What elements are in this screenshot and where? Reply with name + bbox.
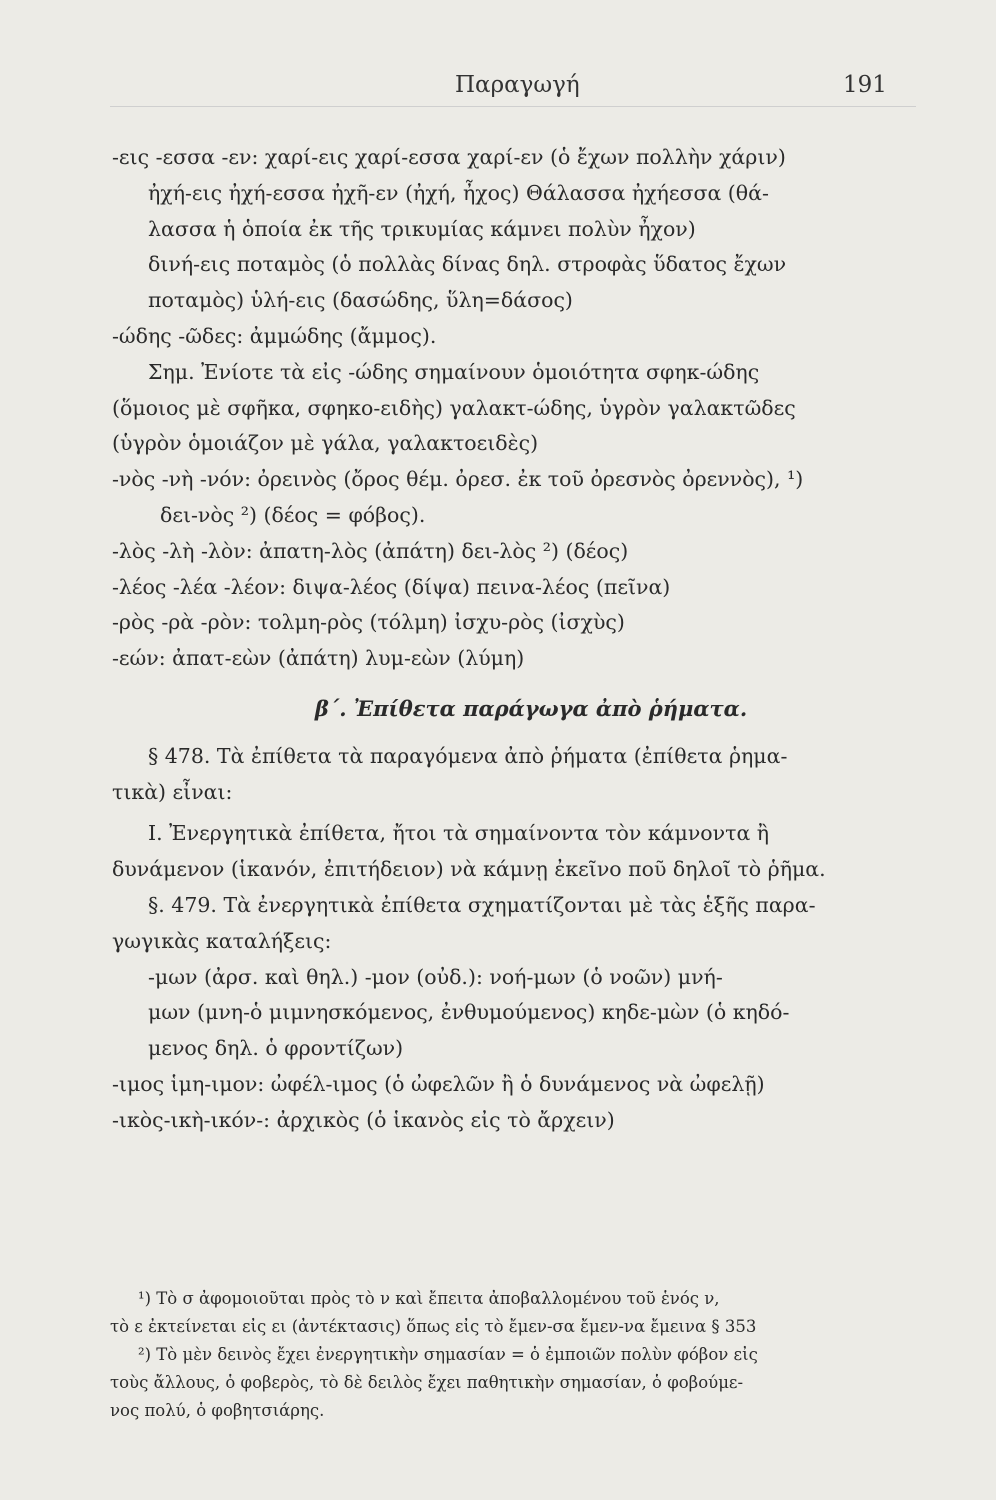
text-line: (ὅμοιος μὲ σφῆκα, σφηκο-ειδὴς) γαλακτ-ώδης, ὑγρὸν γαλακτῶδες (112, 395, 796, 420)
text-line: -ικὸς-ικὴ-ικόν-: ἀρχικὸς (ὁ ἱκανὸς εἰς τὸ ἄρχειν) (112, 1107, 615, 1132)
text-line: δυνάμενον (ἱκανόν, ἐπιτήδειον) νὰ κάμνῃ ἐκεῖνο ποῦ δηλοῖ τὸ ῥῆμα. (112, 857, 826, 882)
text-line: -ιμος ἱμη-ιμον: ὠφέλ-ιμος (ὁ ὠφελῶν ἢ ὁ δυνάμενος νὰ ὠφελῇ) (112, 1071, 765, 1096)
text-line: λασσα ἡ ὁποία ἐκ τῆς τρικυμίας κάμνει πολὺν ἦχον) (148, 216, 696, 241)
text-line: -ώδης -ῶδες: ἀμμώδης (ἄμμος). (112, 323, 437, 348)
text-line: δινή-εις ποταμὸς (ὁ πολλὰς δίνας δηλ. στροφὰς ὕδατος ἔχων (148, 252, 787, 277)
text-line: ποταμὸς) ὑλή-εις (δασώδης, ὕλη=δάσος) (148, 288, 573, 313)
text-line: γωγικὰς καταλήξεις: (112, 928, 332, 953)
text-line: §. 479. Τὰ ἐνεργητικὰ ἐπίθετα σχηματίζονται μὲ τὰς ἑξῆς παρα- (148, 892, 816, 917)
text-line: -εις -εσσα -εν: χαρί-εις χαρί-εσσα χαρί-εν (ὁ ἔχων πολλὴν χάριν) (112, 145, 786, 169)
page-number: 191 (843, 72, 887, 98)
text-line: -εών: ἀπατ-εὼν (ἀπάτη) λυμ-εὼν (λύμη) (112, 646, 525, 671)
text-line: ἠχή-εις ἠχή-εσσα ἠχῆ-εν (ἠχή, ἦχος) Θάλασσα ἠχήεσσα (θά- (148, 180, 769, 205)
running-header-title: Παραγωγή (455, 72, 580, 98)
text-line: -νὸς -νὴ -νόν: ὀρεινὸς (ὄρος θέμ. ὀρεσ. ἐκ τοῦ ὀρεσνὸς ὀρεννὸς), ¹) (112, 467, 804, 492)
section-heading: β΄. Ἐπίθετα παράγωγα ἀπὸ ῥήματα. (314, 695, 748, 721)
main-text (112, 140, 920, 1139)
text-line: -ρὸς -ρὰ -ρὸν: τολμη-ρὸς (τόλμη) ἰσχυ-ρὸς (ἰσχὺς) (112, 610, 625, 635)
text-line: Ι. Ἐνεργητικὰ ἐπίθετα, ἤτοι τὰ σημαίνοντα τὸν κάμνοντα ἢ (148, 821, 770, 846)
footnote-line: νος πολύ, ὁ φοβητσιάρης. (110, 1401, 325, 1420)
text-line: (ὑγρὸν ὁμοιάζον μὲ γάλα, γαλακτοειδὲς) (112, 431, 539, 456)
text-line: -λὸς -λὴ -λὸν: ἀπατη-λὸς (ἀπάτη) δει-λὸς ²) (δέος) (112, 538, 629, 563)
text-line: μενος δηλ. ὁ φροντίζων) (148, 1036, 404, 1061)
text-line: Σημ. Ἐνίοτε τὰ εἰς -ώδης σημαίνουν ὁμοιότητα σφηκ-ώδης (148, 359, 760, 384)
text-line: τικὰ) εἶναι: (112, 779, 233, 804)
footnote-line: ¹) Τὸ σ ἀφομοιοῦται πρὸς τὸ ν καὶ ἔπειτα ἀποβαλλομένου τοῦ ἑνός ν, (138, 1289, 720, 1308)
text-line: § 478. Τὰ ἐπίθετα τὰ παραγόμενα ἀπὸ ῥήματα (ἐπίθετα ῥημα- (148, 743, 788, 768)
footnotes (110, 1285, 918, 1425)
footnote-line: τοὺς ἄλλους, ὁ φοβερὸς, τὸ δὲ δειλὸς ἔχει παθητικὴν σημασίαν, ὁ φοβούμε- (110, 1373, 744, 1392)
footnote-line: τὸ ε ἐκτείνεται εἰς ει (ἀντέκτασις) ὅπως εἰς τὸ ἔμεν-σα ἔμεν-να ἔμεινα § 353 (110, 1317, 757, 1336)
text-line: μων (μνη-ὁ μιμνησκόμενος, ἐνθυμούμενος) κηδε-μὼν (ὁ κηδό- (148, 1000, 790, 1025)
footnote-line: ²) Τὸ μὲν δεινὸς ἔχει ἐνεργητικὴν σημασίαν = ὁ ἐμποιῶν πολὺν φόβον εἰς (138, 1345, 758, 1364)
header-rule (110, 106, 916, 107)
text-line: -λέος -λέα -λέον: διψα-λέος (δίψα) πεινα-λέος (πεῖνα) (112, 574, 671, 599)
text-line: δει-νὸς ²) (δέος = φόβος). (160, 502, 426, 527)
text-line: -μων (ἀρσ. καὶ θηλ.) -μον (οὐδ.): νοή-μων (ὁ νοῶν) μνή- (148, 964, 723, 989)
